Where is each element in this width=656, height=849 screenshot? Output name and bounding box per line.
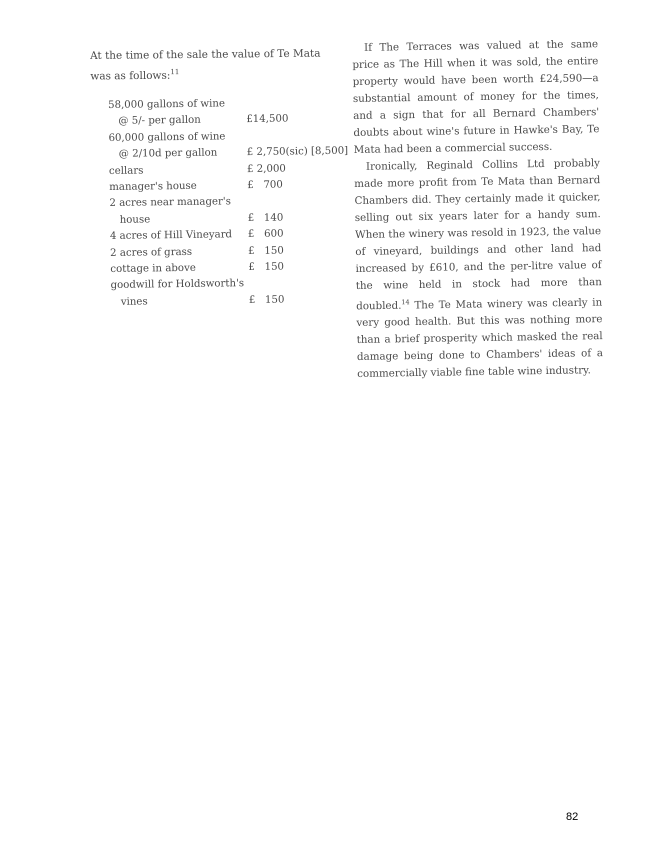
paragraph-1: If The Terraces was valued at the same price as The Hill when it was sold, the entire property would have been worth £24,590—a substantial amount of money for the times, and a sign that for all Bernard Chambers' doubts about wine's future in Hawke's Bay, Te Mata had been a commercial success.	[352, 38, 600, 156]
left-column	[90, 48, 338, 86]
valuation-item: goodwill for Holdsworth's	[110, 278, 245, 292]
paragraph-2	[354, 155, 603, 383]
page-number: 82	[566, 811, 579, 823]
valuation-amount	[246, 97, 348, 115]
valuation-amount: £ 150	[248, 294, 285, 306]
valuation-item: 60,000 gallons of wine	[108, 131, 226, 144]
valuation-amount	[247, 195, 349, 213]
scanned-page	[80, 34, 608, 384]
valuation-amount: £ 2,750(sic) [8,500]	[246, 145, 349, 159]
paragraph-2-text-after: The Te Mata winery was clearly in very good health. But this was nothing more than a brief prosperity which masked the real damage being done to Chambers' ideas of a commercially viable fine table wine industry.	[356, 296, 604, 381]
valuation-amount	[246, 129, 348, 147]
valuation-table	[108, 97, 350, 313]
valuation-amount: £ 140	[247, 212, 284, 224]
valuation-item: vines	[120, 296, 148, 308]
valuation-item: @ 2/10d per gallon	[118, 147, 218, 161]
valuation-item: @ 5/- per gallon	[118, 115, 201, 128]
valuation-amount: £ 700	[247, 179, 283, 192]
paragraph-2-text: Ironically, Reginald Collins Ltd probably made more profit from Te Mata than Bernard Chambers did. They certainly made it quicker, selling out six years later for a handy sum. When the winery was resold in 1923, the value of vineyard, buildings and other land had increased by £610, and the per-litre value of the wine held in stock had more than doubled.	[354, 157, 602, 313]
valuation-amount: £ 600	[247, 228, 284, 241]
valuation-item: manager's house	[109, 180, 197, 193]
valuation-amount	[249, 277, 351, 295]
valuation-amount: £ 150	[248, 261, 285, 273]
valuation-item: 2 acres of grass	[110, 246, 193, 259]
footnote-marker: 11	[170, 68, 180, 77]
valuation-amount: £14,500	[246, 113, 289, 126]
valuation-item: 2 acres near manager's	[109, 196, 231, 210]
valuation-amount: £ 150	[248, 245, 284, 257]
valuation-item: 58,000 gallons of wine	[108, 98, 226, 111]
valuation-row	[111, 293, 351, 313]
footnote-marker: 14	[401, 298, 410, 307]
valuation-amount: £ 2,000	[246, 163, 286, 175]
valuation-item: house	[119, 214, 151, 226]
valuation-item: cellars	[108, 165, 144, 177]
intro-paragraph	[90, 45, 338, 85]
intro-text: At the time of the sale the value of Te Mata was as follows:	[90, 47, 321, 83]
valuation-item: 4 acres of Hill Vineyard	[109, 229, 233, 243]
valuation-body	[108, 97, 350, 313]
valuation-item: cottage in above	[110, 262, 196, 275]
right-column	[352, 36, 603, 383]
